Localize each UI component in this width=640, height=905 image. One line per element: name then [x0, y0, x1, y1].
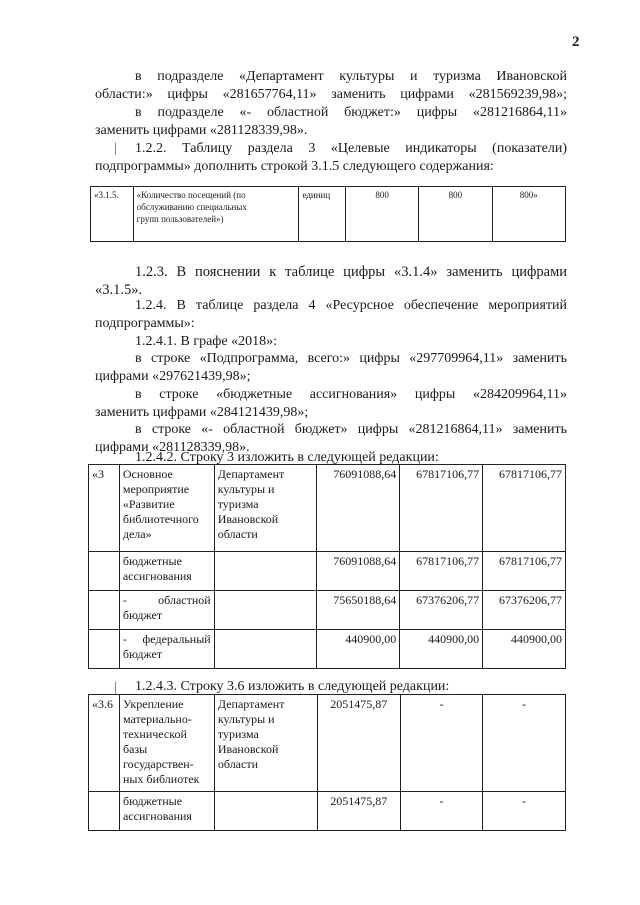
executor-b: культуры и: [217, 482, 275, 496]
value-1: 800: [346, 187, 419, 242]
unit: единиц: [299, 187, 346, 242]
indicator-name: [133, 187, 299, 242]
paragraph-10: 1.2.4.2. Строку 3 изложить в следующей редакции:: [135, 450, 439, 465]
table-row: [89, 695, 566, 792]
value-2: 67376206,77: [400, 591, 483, 630]
value-3: 67376206,77: [483, 591, 566, 630]
value-1: 440900,00: [317, 630, 400, 669]
row-label: бюджетные ассигнования: [119, 552, 214, 591]
value-1: 75650188,64: [317, 591, 400, 630]
paragraph-9-line-2: цифрами «281128339,98».: [95, 440, 250, 455]
value-1: 2051475,87: [317, 792, 400, 831]
table-row: [89, 552, 566, 591]
row-label-b: областной: [158, 593, 211, 607]
row-label-a: -: [122, 632, 127, 646]
value-3: 67817106,77: [483, 465, 566, 552]
table-row: [89, 465, 566, 552]
paragraph-2-line-1: в подразделе «- областной бюджет:» цифры «281216864,11»: [135, 105, 567, 120]
paragraph-1-line-2: области:» цифры «281657764,11» заменить цифрами «281569239,98»;: [95, 87, 567, 102]
executor-b: культуры и: [217, 712, 275, 726]
paragraph-1-line-1: в подразделе «Департамент культуры и туризма Ивановской: [135, 69, 567, 84]
value-2: -: [400, 792, 483, 831]
value-2: 67817106,77: [400, 552, 483, 591]
table-row: [91, 187, 566, 242]
executor-a: Департамент: [217, 697, 285, 711]
row-label: бюджетные ассигнования: [119, 792, 214, 831]
value-2: 800: [419, 187, 492, 242]
margin-mark: |: [114, 680, 117, 695]
paragraph-4-line-2: «3.1.5».: [95, 282, 143, 298]
executor-c: туризма Ивановской области: [217, 497, 279, 541]
row-number: «3.1.5.: [91, 187, 134, 242]
value-1: 76091088,64: [317, 465, 400, 552]
paragraph-8-line-2: заменить цифрами «284121439,98»;: [95, 405, 309, 420]
paragraph-3-line-2: подпрограммы» дополнить строкой 3.1.5 следующего содержания:: [95, 159, 494, 174]
row-label-c: бюджет: [122, 608, 163, 622]
indicator-name-c: групп пользователей»): [136, 214, 224, 224]
resource-table-row-3: [88, 464, 566, 669]
row-number: «3: [89, 465, 120, 552]
executor: [214, 695, 317, 792]
margin-mark: |: [114, 141, 117, 156]
value-3: 67817106,77: [483, 552, 566, 591]
value-3: 440900,00: [483, 630, 566, 669]
paragraph-7-line-1: в строке «Подпрограмма, всего:» цифры «297709964,11» заменить: [135, 351, 567, 366]
value-2: 440900,00: [400, 630, 483, 669]
table-row: [89, 792, 566, 831]
value-3: 800»: [492, 187, 565, 242]
row-label-c: бюджет: [122, 647, 163, 661]
paragraph-4-line-1: 1.2.3. В пояснении к таблице цифры «3.1.4» заменить цифрами: [135, 264, 567, 280]
value-3: -: [483, 695, 566, 792]
row-label-b: федеральный: [142, 632, 211, 646]
value-3: -: [483, 792, 566, 831]
executor: [214, 465, 317, 552]
value-2: -: [400, 695, 483, 792]
value-2: 67817106,77: [400, 465, 483, 552]
executor-c: туризма Ивановской области: [217, 727, 279, 771]
paragraph-6: 1.2.4.1. В графе «2018»:: [135, 334, 277, 349]
paragraph-11: 1.2.4.3. Строку 3.6 изложить в следующей редакции:: [135, 679, 450, 694]
row-number: «3.6: [89, 695, 120, 792]
indicator-name-a: «Количество посещений (по: [136, 190, 246, 200]
activity-name: Основное мероприятие «Развитие библиотечного дела»: [119, 465, 214, 552]
table-row: [89, 591, 566, 630]
row-label: [119, 591, 214, 630]
page-number: 2: [572, 34, 580, 50]
paragraph-5-line-2: подпрограммы»:: [95, 316, 195, 331]
activity-name: Укрепление материально-технической базы государствен-ных библиотек: [119, 695, 214, 792]
paragraph-7-line-2: цифрами «297621439,98»;: [95, 369, 251, 384]
paragraph-9-line-1: в строке «- областной бюджет» цифры «281216864,11» заменить: [135, 422, 567, 437]
row-label: [119, 630, 214, 669]
paragraph-3-line-1: 1.2.2. Таблицу раздела 3 «Целевые индикаторы (показатели): [135, 141, 567, 156]
row-label-a: -: [122, 593, 127, 607]
value-1: 76091088,64: [317, 552, 400, 591]
paragraph-5-line-1: 1.2.4. В таблице раздела 4 «Ресурсное обеспечение мероприятий: [135, 298, 567, 313]
value-1: 2051475,87: [317, 695, 400, 792]
indicator-name-b: обслуживанию специальных: [136, 202, 247, 212]
paragraph-2-line-2: заменить цифрами «281128339,98».: [95, 123, 308, 138]
paragraph-8-line-1: в строке «бюджетные ассигнования» цифры «284209964,11»: [135, 387, 567, 402]
executor-a: Департамент: [217, 467, 285, 481]
indicator-table: [90, 186, 566, 242]
resource-table-row-3-6: [88, 694, 566, 831]
table-row: [89, 630, 566, 669]
